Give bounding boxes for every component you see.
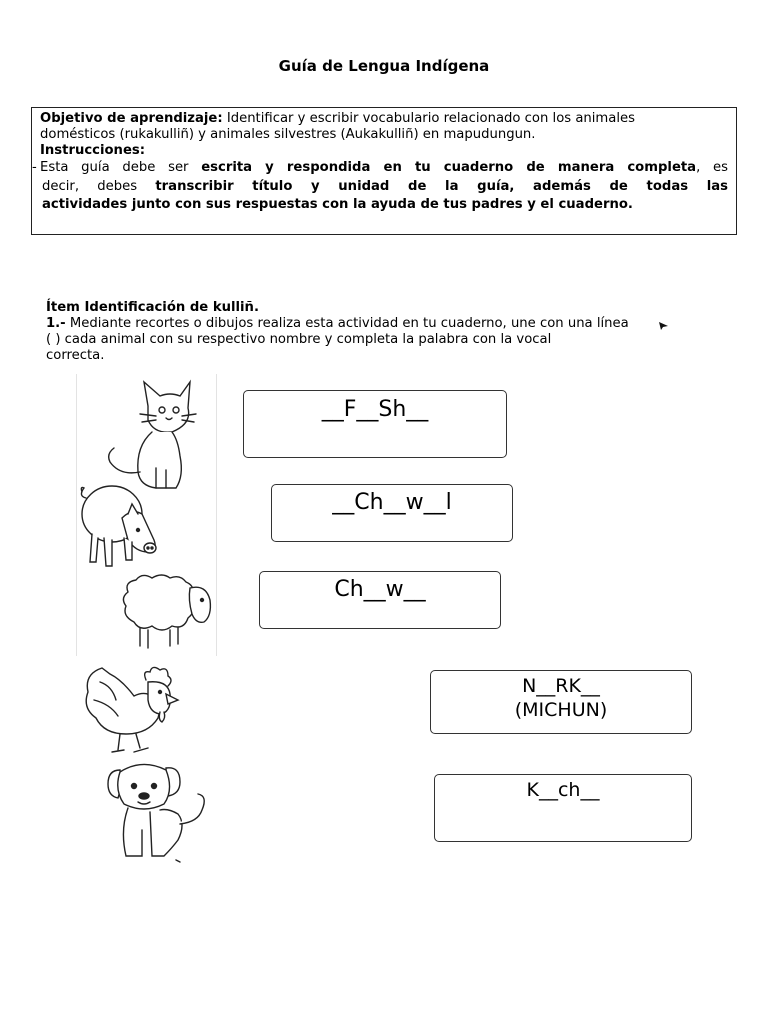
chicken-drawing	[82, 660, 182, 756]
instruction-bullet: -	[32, 160, 37, 175]
word-text: N__RK__	[522, 675, 600, 697]
cat-drawing	[100, 376, 200, 494]
item-line-3: correcta.	[46, 348, 105, 363]
word-box-2[interactable]	[271, 484, 513, 542]
word-text: __F__Sh__	[321, 397, 429, 422]
instruction-line-1: Esta guía debe ser escrita y respondida en tu cuaderno de manera completa, es	[40, 160, 728, 175]
word-subtext: (MICHUN)	[514, 699, 608, 721]
objective-line-2: domésticos (rukakulliñ) y animales silvestres (Aukakulliñ) en mapudungun.	[40, 127, 536, 142]
instruction-line-3: actividades junto con sus respuestas con la ayuda de tus padres y el cuaderno.	[42, 197, 633, 212]
word-text: K__ch__	[526, 779, 600, 801]
word-text: __Ch__w__l	[332, 490, 452, 515]
item-line-2: ( ) cada animal con su respectivo nombre y completa la palabra con la vocal	[46, 332, 552, 347]
item-heading: Ítem Identificación de kulliñ.	[46, 300, 259, 315]
sheep-drawing	[118, 572, 214, 654]
instructions-label: Instrucciones:	[40, 143, 146, 158]
item-line-1: 1.- Mediante recortes o dibujos realiza esta actividad en tu cuaderno, une con una línea	[46, 316, 629, 331]
dog-drawing	[102, 760, 218, 866]
word-box-1[interactable]	[243, 390, 507, 458]
word-box-5[interactable]	[434, 774, 692, 842]
page-title: Guía de Lengua Indígena	[278, 57, 490, 75]
objective-line-1: Objetivo de aprendizaje: Identificar y escribir vocabulario relacionado con los animales	[40, 111, 636, 126]
objective-label: Objetivo de aprendizaje:	[40, 111, 223, 126]
word-box-4[interactable]	[430, 670, 692, 734]
pig-drawing	[76, 478, 162, 568]
instruction-line-2: decir, debes transcribir título y unidad de la guía, además de todas las	[42, 179, 728, 194]
word-text: Ch__w__	[334, 577, 426, 602]
cursor-icon	[658, 321, 670, 331]
word-box-3[interactable]	[259, 571, 501, 629]
